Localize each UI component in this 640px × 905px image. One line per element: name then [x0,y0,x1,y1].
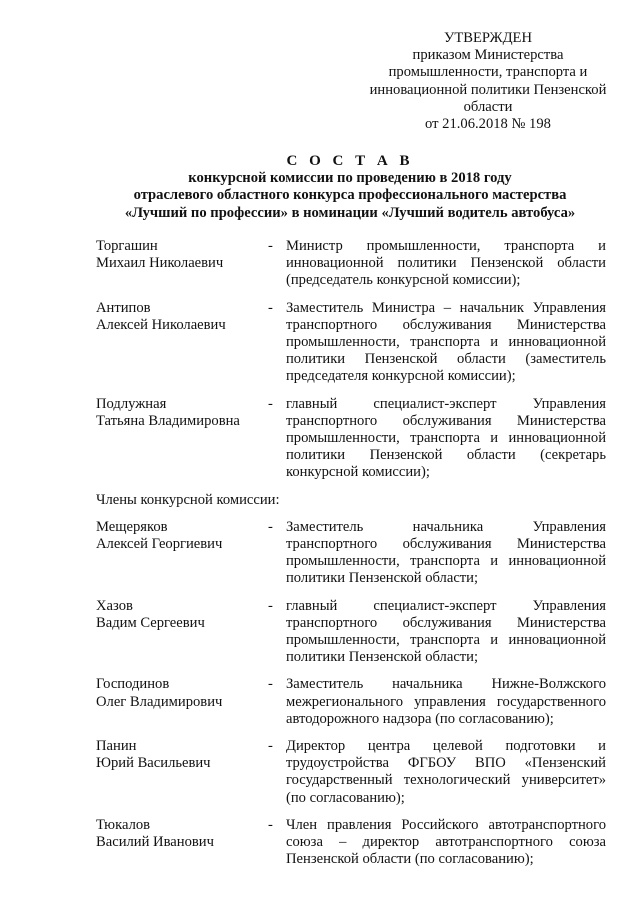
member-surname: Тюкалов [96,816,151,833]
dash-separator: - [268,395,273,412]
member-name [96,738,268,807]
member-name [96,598,268,667]
member-surname: Хазов [96,597,133,614]
member-name [96,676,268,728]
member-name [96,519,268,588]
member-surname: Антипов [96,299,151,316]
member-given-name: Олег Владимирович [96,693,223,710]
member-role: Заместитель начальника Нижне-Волжского межрегионального управления государственного автодорожного надзора (по согласованию); [286,676,606,727]
member-row [96,396,606,482]
approval-line: промышленности, транспорта и [388,64,588,81]
member-given-name: Юрий Васильевич [96,755,211,772]
member-role: главный специалист-эксперт Управления транспортного обслуживания Министерства промышленности, транспорта и инновационной политики Пензенской области (секретарь конкурсной комиссии); [286,395,606,481]
member-surname: Мещеряков [96,518,168,535]
dash-separator: - [268,676,273,693]
member-row [96,300,606,386]
commission-list [96,238,606,869]
member-surname: Господинов [96,676,170,693]
member-given-name: Вадим Сергеевич [96,614,205,631]
member-name [96,300,268,386]
approval-line: инновационной политики Пензенской [369,81,607,98]
approval-line: от 21.06.2018 № 198 [425,116,551,133]
member-name [96,396,268,482]
document-title [60,153,640,222]
title-line: конкурсной комиссии по проведению в 2018 году [188,170,512,187]
approval-line: приказом Министерства [412,47,564,64]
member-role: Министр промышленности, транспорта и инновационной политики Пензенской области (председатель конкурсной комиссии); [286,238,606,289]
title-line: отраслевого областного конкурса профессионального мастерства [133,187,567,204]
member-name [96,817,268,869]
approval-stamp [352,30,624,133]
member-surname: Панин [96,738,137,755]
title-line: «Лучший по профессии» в номинации «Лучший водитель автобуса» [124,204,576,221]
member-row [96,598,606,667]
member-given-name: Алексей Николаевич [96,316,226,333]
member-role: главный специалист-эксперт Управления транспортного обслуживания Министерства промышленности, транспорта и инновационной политики Пензенской области; [286,597,606,666]
member-row [96,676,606,728]
dash-separator: - [268,299,273,316]
member-given-name: Василий Иванович [96,834,214,851]
approval-line: УТВЕРЖДЕН [444,30,532,46]
dash-separator: - [268,816,273,833]
approval-line: области [463,98,513,115]
members-section-label: Члены конкурсной комиссии: [96,491,280,508]
title-heading: С О С Т А В [286,153,414,169]
member-given-name: Алексей Георгиевич [96,536,223,553]
member-given-name: Михаил Николаевич [96,255,224,272]
dash-separator: - [268,518,273,535]
member-given-name: Татьяна Владимировна [96,412,240,429]
member-row [96,817,606,869]
dash-separator: - [268,597,273,614]
dash-separator: - [268,238,273,254]
member-name [96,238,268,290]
member-role: Директор центра целевой подготовки и трудоустройства ФГБОУ ВПО «Пензенский государственный технологический университет» (по согласованию); [286,738,606,806]
dash-separator: - [268,738,273,755]
member-surname: Торгашин [96,238,158,254]
member-surname: Подлужная [96,395,167,412]
member-row [96,238,606,290]
member-row [96,519,606,588]
member-role: Заместитель начальника Управления транспортного обслуживания Министерства промышленности, транспорта и инновационной политики Пензенской области; [286,518,606,587]
member-role: Член правления Российского автотранспортного союза – директор автотранспортного союза Пензенской области (по согласованию); [286,816,606,868]
member-row [96,738,606,807]
member-role: Заместитель Министра – начальник Управления транспортного обслуживания Министерства промышленности, транспорта и инновационной политики Пензенской области (заместитель председателя конкурсной комиссии); [286,299,606,385]
